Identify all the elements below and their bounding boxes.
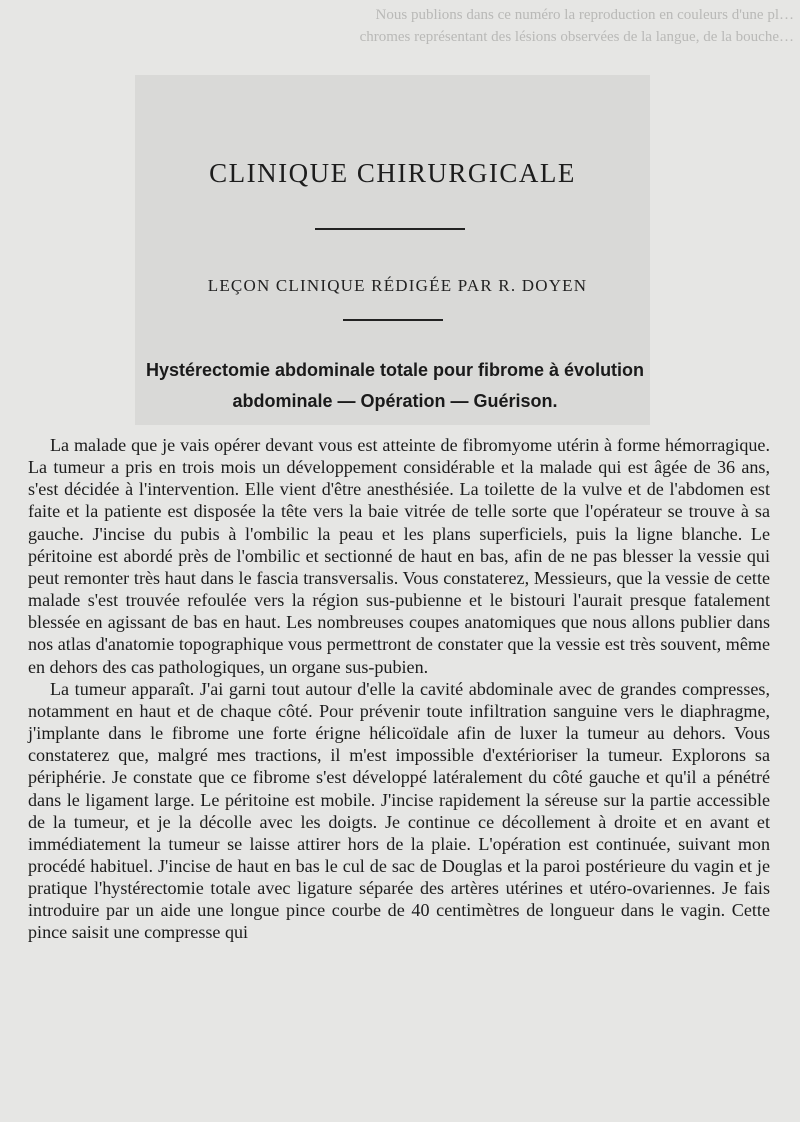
subtitle-divider [343,319,443,321]
bleed-line-2: chromes représentant des lésions observées de la langue, de la bouche… [359,29,794,45]
article-title: CLINIQUE CHIRURGICALE [209,158,576,188]
bleed-line-1: Nous publions dans ce numéro la reproduction en couleurs d'une pl… [375,7,794,23]
article-subtitle: LEÇON CLINIQUE RÉDIGÉE PAR R. DOYEN [207,276,588,295]
article-body [28,434,770,944]
bleed-through-text [30,4,800,48]
paragraph-1: La malade que je vais opérer devant vous est atteinte de fibromyome utérin à forme hémorragique. La tumeur a pris en trois mois un développement considérable et la malade qui est âgée de 36 ans, s'est décidée à l'intervention. Elle vient d'être anesthésiée. La toilette de la vulve et de l'abdomen est faite et la patiente est disposée la tête vers la baie vitrée de telle sorte que l'opérateur se trouve à sa gauche. J'incise du pubis à l'ombilic la peau et les plans superficiels, puis la ligne blanche. Le péritoine est abordé près de l'ombilic et sectionné de haut en bas, afin de ne pas blesser la vessie qui peut remonter très haut dans le fascia transversalis. Vous constaterez, Messieurs, que la vessie de cette malade s'est trouvée refoulée vers la région sus-pubienne et le bistouri l'aurait presque fatalement blessée en agissant de bas en haut. Les nombreuses coupes anatomiques que nous allons publier dans nos atlas d'anatomie topographique vous permettront de constater que la vessie est très souvent, même en dehors des cas pathologiques, un organe sus-pubien. [28,435,770,677]
article-heading [40,355,750,417]
paragraph-2: La tumeur apparaît. J'ai garni tout autour d'elle la cavité abdominale avec de grandes compresses, notamment en haut et de chaque côté. Pour prévenir toute infiltration sanguine vers le diaphragme, j'implante dans le fibrome une forte érigne hélicoïdale afin de luxer la tumeur au dehors. Vous constaterez que, malgré mes tractions, il m'est impossible d'extérioriser la tumeur. Explorons sa périphérie. Je constate que ce fibrome s'est développé latéralement du côté gauche et qu'il a pénétré dans le ligament large. Le péritoine est mobile. J'incise rapidement la séreuse sur la partie accessible de la tumeur, et je la décolle avec les doigts. Je continue ce décollement à droite et en avant et immédiatement la tumeur se laisse attirer hors de la plaie. L'opération est continuée, suivant mon procédé habituel. J'incise de haut en bas le cul de sac de Douglas et la paroi postérieure du vagin et je pratique l'hystérectomie totale avec ligature séparée des artères utérines et utéro-ovariennes. Je fais introduire par un aide une longue pince courbe de 40 centimètres de longueur dans le vagin. Cette pince saisit une compresse qui [28,678,770,943]
title-divider [315,228,465,230]
heading-line-2: abdominale — Opération — Guérison. [232,391,558,411]
heading-line-1: Hystérectomie abdominale totale pour fibrome à évolution [145,360,645,380]
